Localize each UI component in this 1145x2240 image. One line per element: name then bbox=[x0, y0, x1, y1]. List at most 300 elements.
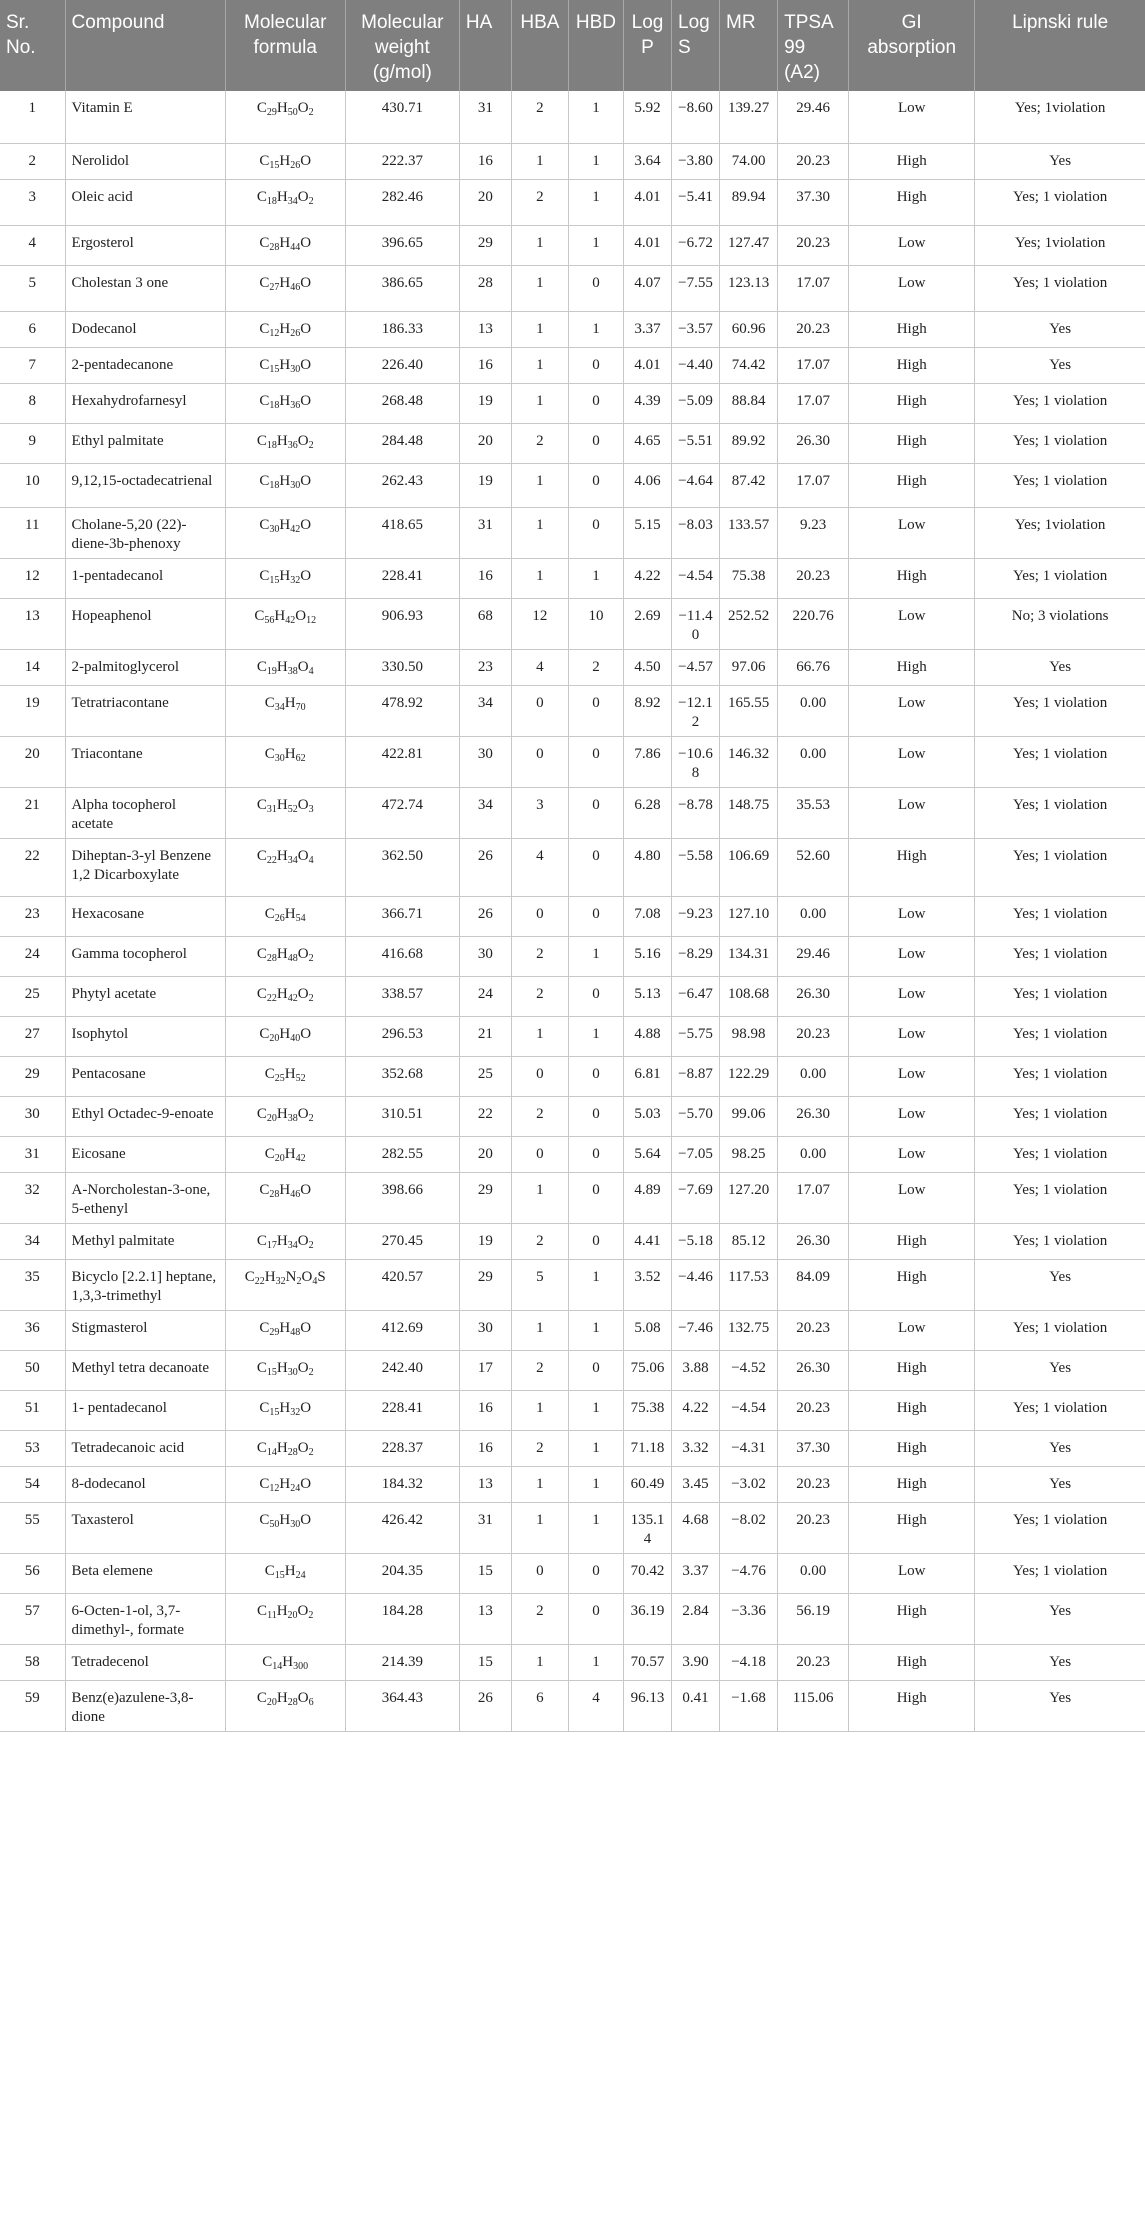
cell-logp: 75.38 bbox=[623, 1390, 671, 1430]
table-row bbox=[0, 1430, 1145, 1466]
cell-gi: High bbox=[849, 463, 975, 507]
cell-mw: 386.65 bbox=[345, 265, 459, 311]
cell-formula: $C_{15}H_{32}O$ bbox=[225, 558, 345, 598]
cell-lipinski: Yes bbox=[975, 1466, 1145, 1502]
cell-tpsa: 66.76 bbox=[778, 649, 849, 685]
cell-sr-no: 35 bbox=[0, 1259, 65, 1310]
cell-mw: 270.45 bbox=[345, 1223, 459, 1259]
cell-logs: −4.64 bbox=[672, 463, 720, 507]
cell-sr-no: 50 bbox=[0, 1350, 65, 1390]
cell-mw: 282.46 bbox=[345, 179, 459, 225]
cell-mr: 88.84 bbox=[720, 383, 778, 423]
cell-mr: −4.54 bbox=[720, 1390, 778, 1430]
cell-hbd: 4 bbox=[568, 1680, 623, 1731]
cell-gi: High bbox=[849, 1390, 975, 1430]
cell-mr: 134.31 bbox=[720, 936, 778, 976]
cell-logp: 4.01 bbox=[623, 225, 671, 265]
cell-logs: 3.32 bbox=[672, 1430, 720, 1466]
cell-compound: Benz(e)azulene-3,8-dione bbox=[65, 1680, 225, 1731]
cell-mw: 416.68 bbox=[345, 936, 459, 976]
cell-sr-no: 23 bbox=[0, 896, 65, 936]
cell-logs: −5.75 bbox=[672, 1016, 720, 1056]
cell-sr-no: 32 bbox=[0, 1172, 65, 1223]
cell-hba: 2 bbox=[511, 179, 568, 225]
cell-gi: High bbox=[849, 423, 975, 463]
cell-sr-no: 34 bbox=[0, 1223, 65, 1259]
cell-lipinski: Yes; 1 violation bbox=[975, 558, 1145, 598]
cell-gi: Low bbox=[849, 598, 975, 649]
cell-hbd: 0 bbox=[568, 787, 623, 838]
cell-mr: 106.69 bbox=[720, 838, 778, 896]
cell-ha: 16 bbox=[459, 1430, 511, 1466]
cell-lipinski: Yes bbox=[975, 1644, 1145, 1680]
cell-tpsa: 26.30 bbox=[778, 1350, 849, 1390]
cell-hba: 2 bbox=[511, 1430, 568, 1466]
cell-logp: 75.06 bbox=[623, 1350, 671, 1390]
cell-compound: Stigmasterol bbox=[65, 1310, 225, 1350]
cell-sr-no: 19 bbox=[0, 685, 65, 736]
cell-lipinski: Yes; 1 violation bbox=[975, 936, 1145, 976]
cell-mr: 139.27 bbox=[720, 91, 778, 143]
cell-hbd: 0 bbox=[568, 383, 623, 423]
cell-logp: 5.13 bbox=[623, 976, 671, 1016]
table-row bbox=[0, 225, 1145, 265]
cell-mr: 85.12 bbox=[720, 1223, 778, 1259]
cell-hba: 1 bbox=[511, 463, 568, 507]
cell-mw: 330.50 bbox=[345, 649, 459, 685]
cell-compound: Alpha tocopherol acetate bbox=[65, 787, 225, 838]
cell-hba: 1 bbox=[511, 225, 568, 265]
cell-lipinski: Yes; 1 violation bbox=[975, 179, 1145, 225]
cell-hbd: 0 bbox=[568, 736, 623, 787]
cell-compound: Nerolidol bbox=[65, 143, 225, 179]
cell-mw: 284.48 bbox=[345, 423, 459, 463]
cell-compound: Phytyl acetate bbox=[65, 976, 225, 1016]
cell-sr-no: 59 bbox=[0, 1680, 65, 1731]
cell-sr-no: 4 bbox=[0, 225, 65, 265]
cell-lipinski: Yes; 1violation bbox=[975, 91, 1145, 143]
cell-lipinski: Yes; 1 violation bbox=[975, 1223, 1145, 1259]
cell-logs: −4.57 bbox=[672, 649, 720, 685]
cell-hbd: 0 bbox=[568, 838, 623, 896]
cell-lipinski: Yes bbox=[975, 1350, 1145, 1390]
cell-tpsa: 0.00 bbox=[778, 736, 849, 787]
cell-ha: 26 bbox=[459, 896, 511, 936]
cell-tpsa: 17.07 bbox=[778, 265, 849, 311]
table-row bbox=[0, 976, 1145, 1016]
cell-compound: Ergosterol bbox=[65, 225, 225, 265]
cell-ha: 22 bbox=[459, 1096, 511, 1136]
cell-lipinski: Yes; 1 violation bbox=[975, 685, 1145, 736]
cell-hba: 0 bbox=[511, 736, 568, 787]
cell-hba: 1 bbox=[511, 1502, 568, 1553]
cell-sr-no: 11 bbox=[0, 507, 65, 558]
cell-hba: 2 bbox=[511, 976, 568, 1016]
cell-formula: $C_{18}H_{30}O$ bbox=[225, 463, 345, 507]
cell-logp: 70.42 bbox=[623, 1553, 671, 1593]
cell-ha: 19 bbox=[459, 1223, 511, 1259]
cell-sr-no: 20 bbox=[0, 736, 65, 787]
cell-hba: 0 bbox=[511, 685, 568, 736]
cell-compound: 2-palmitoglycerol bbox=[65, 649, 225, 685]
cell-logp: 60.49 bbox=[623, 1466, 671, 1502]
cell-mr: −3.02 bbox=[720, 1466, 778, 1502]
cell-logs: −3.57 bbox=[672, 311, 720, 347]
cell-mw: 242.40 bbox=[345, 1350, 459, 1390]
table-row bbox=[0, 787, 1145, 838]
table-row bbox=[0, 1502, 1145, 1553]
cell-compound: Methyl tetra decanoate bbox=[65, 1350, 225, 1390]
cell-mw: 364.43 bbox=[345, 1680, 459, 1731]
cell-ha: 30 bbox=[459, 1310, 511, 1350]
table-row bbox=[0, 179, 1145, 225]
cell-logs: −4.46 bbox=[672, 1259, 720, 1310]
cell-lipinski: Yes; 1 violation bbox=[975, 976, 1145, 1016]
cell-tpsa: 20.23 bbox=[778, 311, 849, 347]
cell-mw: 430.71 bbox=[345, 91, 459, 143]
cell-ha: 20 bbox=[459, 179, 511, 225]
cell-compound: Oleic acid bbox=[65, 179, 225, 225]
table-row bbox=[0, 1644, 1145, 1680]
cell-formula: $C_{22}H_{42}O_2$ bbox=[225, 976, 345, 1016]
table-row bbox=[0, 1466, 1145, 1502]
cell-tpsa: 35.53 bbox=[778, 787, 849, 838]
cell-sr-no: 57 bbox=[0, 1593, 65, 1644]
cell-tpsa: 52.60 bbox=[778, 838, 849, 896]
table-row bbox=[0, 463, 1145, 507]
cell-gi: Low bbox=[849, 976, 975, 1016]
cell-mr: 89.92 bbox=[720, 423, 778, 463]
cell-ha: 29 bbox=[459, 1172, 511, 1223]
cell-lipinski: Yes bbox=[975, 649, 1145, 685]
cell-tpsa: 20.23 bbox=[778, 225, 849, 265]
cell-formula: $C_{56}H_{42}O_{12}$ bbox=[225, 598, 345, 649]
table-row bbox=[0, 507, 1145, 558]
cell-sr-no: 24 bbox=[0, 936, 65, 976]
cell-hbd: 10 bbox=[568, 598, 623, 649]
cell-formula: $C_{20}H_{28}O_6$ bbox=[225, 1680, 345, 1731]
cell-compound: Eicosane bbox=[65, 1136, 225, 1172]
cell-mw: 186.33 bbox=[345, 311, 459, 347]
cell-sr-no: 25 bbox=[0, 976, 65, 1016]
table-row bbox=[0, 1223, 1145, 1259]
cell-tpsa: 20.23 bbox=[778, 1310, 849, 1350]
cell-sr-no: 29 bbox=[0, 1056, 65, 1096]
cell-mw: 362.50 bbox=[345, 838, 459, 896]
cell-lipinski: Yes; 1 violation bbox=[975, 838, 1145, 896]
table-row bbox=[0, 383, 1145, 423]
cell-formula: $C_{20}H_{42}$ bbox=[225, 1136, 345, 1172]
cell-logp: 4.50 bbox=[623, 649, 671, 685]
table-row bbox=[0, 1136, 1145, 1172]
cell-logp: 7.08 bbox=[623, 896, 671, 936]
cell-mr: 132.75 bbox=[720, 1310, 778, 1350]
cell-formula: $C_{22}H_{34}O_4$ bbox=[225, 838, 345, 896]
cell-lipinski: Yes; 1 violation bbox=[975, 1390, 1145, 1430]
cell-formula: $C_{15}H_{30}O$ bbox=[225, 347, 345, 383]
cell-sr-no: 53 bbox=[0, 1430, 65, 1466]
cell-mr: 89.94 bbox=[720, 179, 778, 225]
header-tpsa: TPSA 99 (A2) bbox=[778, 0, 849, 91]
cell-hbd: 1 bbox=[568, 1310, 623, 1350]
cell-mw: 228.41 bbox=[345, 558, 459, 598]
cell-hbd: 1 bbox=[568, 91, 623, 143]
cell-sr-no: 3 bbox=[0, 179, 65, 225]
cell-mr: 99.06 bbox=[720, 1096, 778, 1136]
cell-mw: 226.40 bbox=[345, 347, 459, 383]
cell-logp: 70.57 bbox=[623, 1644, 671, 1680]
cell-compound: 8-dodecanol bbox=[65, 1466, 225, 1502]
cell-compound: 9,12,15-octadecatrienal bbox=[65, 463, 225, 507]
cell-hbd: 0 bbox=[568, 1223, 623, 1259]
cell-formula: $C_{15}H_{32}O$ bbox=[225, 1390, 345, 1430]
cell-gi: High bbox=[849, 1680, 975, 1731]
cell-ha: 30 bbox=[459, 736, 511, 787]
cell-lipinski: Yes bbox=[975, 1593, 1145, 1644]
cell-logs: −7.46 bbox=[672, 1310, 720, 1350]
cell-gi: Low bbox=[849, 685, 975, 736]
cell-tpsa: 20.23 bbox=[778, 1502, 849, 1553]
cell-lipinski: Yes; 1 violation bbox=[975, 736, 1145, 787]
header-molecular-formula: Molecular formula bbox=[225, 0, 345, 91]
cell-logs: 3.45 bbox=[672, 1466, 720, 1502]
cell-gi: Low bbox=[849, 91, 975, 143]
cell-ha: 16 bbox=[459, 1390, 511, 1430]
cell-hba: 0 bbox=[511, 1553, 568, 1593]
cell-tpsa: 26.30 bbox=[778, 423, 849, 463]
cell-hba: 5 bbox=[511, 1259, 568, 1310]
cell-ha: 20 bbox=[459, 1136, 511, 1172]
cell-ha: 16 bbox=[459, 347, 511, 383]
cell-formula: $C_{22}H_{32}N_2O_4S$ bbox=[225, 1259, 345, 1310]
cell-hbd: 1 bbox=[568, 225, 623, 265]
cell-hbd: 0 bbox=[568, 976, 623, 1016]
cell-formula: $C_{27}H_{46}O$ bbox=[225, 265, 345, 311]
cell-gi: High bbox=[849, 1223, 975, 1259]
cell-hba: 3 bbox=[511, 787, 568, 838]
cell-mr: 74.42 bbox=[720, 347, 778, 383]
cell-mw: 398.66 bbox=[345, 1172, 459, 1223]
cell-logs: 3.90 bbox=[672, 1644, 720, 1680]
cell-gi: High bbox=[849, 347, 975, 383]
cell-hba: 1 bbox=[511, 1172, 568, 1223]
cell-hba: 2 bbox=[511, 1096, 568, 1136]
cell-tpsa: 37.30 bbox=[778, 1430, 849, 1466]
cell-sr-no: 14 bbox=[0, 649, 65, 685]
cell-gi: Low bbox=[849, 896, 975, 936]
cell-sr-no: 6 bbox=[0, 311, 65, 347]
table-row bbox=[0, 1259, 1145, 1310]
cell-hbd: 0 bbox=[568, 463, 623, 507]
cell-gi: Low bbox=[849, 1172, 975, 1223]
cell-ha: 68 bbox=[459, 598, 511, 649]
cell-logs: 4.68 bbox=[672, 1502, 720, 1553]
cell-sr-no: 58 bbox=[0, 1644, 65, 1680]
cell-logs: −6.72 bbox=[672, 225, 720, 265]
cell-compound: 1- pentadecanol bbox=[65, 1390, 225, 1430]
table-row bbox=[0, 649, 1145, 685]
cell-logp: 96.13 bbox=[623, 1680, 671, 1731]
cell-tpsa: 17.07 bbox=[778, 383, 849, 423]
cell-logp: 4.65 bbox=[623, 423, 671, 463]
table-row bbox=[0, 558, 1145, 598]
cell-logs: −9.23 bbox=[672, 896, 720, 936]
cell-formula: $C_{30}H_{62}$ bbox=[225, 736, 345, 787]
cell-tpsa: 0.00 bbox=[778, 1553, 849, 1593]
cell-mw: 262.43 bbox=[345, 463, 459, 507]
cell-mr: 133.57 bbox=[720, 507, 778, 558]
cell-gi: High bbox=[849, 1466, 975, 1502]
cell-ha: 19 bbox=[459, 383, 511, 423]
cell-gi: High bbox=[849, 558, 975, 598]
cell-mw: 296.53 bbox=[345, 1016, 459, 1056]
cell-logs: −3.80 bbox=[672, 143, 720, 179]
cell-sr-no: 54 bbox=[0, 1466, 65, 1502]
cell-compound: 1-pentadecanol bbox=[65, 558, 225, 598]
table-row bbox=[0, 685, 1145, 736]
cell-tpsa: 20.23 bbox=[778, 1390, 849, 1430]
cell-formula: $C_{29}H_{50}O_2$ bbox=[225, 91, 345, 143]
cell-mr: −3.36 bbox=[720, 1593, 778, 1644]
cell-mw: 366.71 bbox=[345, 896, 459, 936]
cell-sr-no: 2 bbox=[0, 143, 65, 179]
header-mr: MR bbox=[720, 0, 778, 91]
cell-ha: 26 bbox=[459, 1680, 511, 1731]
cell-compound: Tetratriacontane bbox=[65, 685, 225, 736]
cell-mr: 98.25 bbox=[720, 1136, 778, 1172]
cell-mr: 123.13 bbox=[720, 265, 778, 311]
table-row bbox=[0, 1172, 1145, 1223]
cell-compound: Dodecanol bbox=[65, 311, 225, 347]
cell-compound: A-Norcholestan-3-one, 5-ethenyl bbox=[65, 1172, 225, 1223]
cell-mw: 418.65 bbox=[345, 507, 459, 558]
cell-hbd: 1 bbox=[568, 1390, 623, 1430]
cell-formula: $C_{14}H_{28}O_2$ bbox=[225, 1430, 345, 1466]
cell-ha: 16 bbox=[459, 143, 511, 179]
cell-logs: −4.54 bbox=[672, 558, 720, 598]
cell-lipinski: Yes; 1violation bbox=[975, 225, 1145, 265]
cell-hbd: 0 bbox=[568, 1056, 623, 1096]
cell-hba: 1 bbox=[511, 311, 568, 347]
cell-mw: 352.68 bbox=[345, 1056, 459, 1096]
cell-ha: 34 bbox=[459, 787, 511, 838]
cell-hba: 2 bbox=[511, 936, 568, 976]
cell-logs: 4.22 bbox=[672, 1390, 720, 1430]
header-molecular-weight: Molecular weight (g/mol) bbox=[345, 0, 459, 91]
cell-logs: −10.68 bbox=[672, 736, 720, 787]
cell-hbd: 1 bbox=[568, 1016, 623, 1056]
cell-compound: Cholestan 3 one bbox=[65, 265, 225, 311]
cell-sr-no: 7 bbox=[0, 347, 65, 383]
cell-ha: 28 bbox=[459, 265, 511, 311]
cell-hbd: 1 bbox=[568, 179, 623, 225]
cell-tpsa: 56.19 bbox=[778, 1593, 849, 1644]
table-body bbox=[0, 91, 1145, 1731]
cell-hba: 1 bbox=[511, 1466, 568, 1502]
cell-compound: Methyl palmitate bbox=[65, 1223, 225, 1259]
table-row bbox=[0, 1310, 1145, 1350]
table-row bbox=[0, 736, 1145, 787]
cell-hba: 4 bbox=[511, 649, 568, 685]
cell-compound: Bicyclo [2.2.1] heptane, 1,3,3-trimethyl bbox=[65, 1259, 225, 1310]
cell-lipinski: Yes; 1 violation bbox=[975, 463, 1145, 507]
header-ha: HA bbox=[459, 0, 511, 91]
cell-lipinski: Yes; 1 violation bbox=[975, 1172, 1145, 1223]
cell-gi: High bbox=[849, 1259, 975, 1310]
cell-compound: Tetradecenol bbox=[65, 1644, 225, 1680]
cell-logp: 4.41 bbox=[623, 1223, 671, 1259]
cell-logs: −5.70 bbox=[672, 1096, 720, 1136]
cell-hbd: 0 bbox=[568, 1350, 623, 1390]
cell-hbd: 1 bbox=[568, 558, 623, 598]
cell-tpsa: 0.00 bbox=[778, 685, 849, 736]
cell-ha: 30 bbox=[459, 936, 511, 976]
cell-logp: 135.14 bbox=[623, 1502, 671, 1553]
cell-compound: 2-pentadecanone bbox=[65, 347, 225, 383]
cell-mw: 422.81 bbox=[345, 736, 459, 787]
cell-sr-no: 10 bbox=[0, 463, 65, 507]
cell-mr: 98.98 bbox=[720, 1016, 778, 1056]
cell-mr: 117.53 bbox=[720, 1259, 778, 1310]
cell-ha: 23 bbox=[459, 649, 511, 685]
cell-mr: 74.00 bbox=[720, 143, 778, 179]
cell-logs: −8.87 bbox=[672, 1056, 720, 1096]
table-row bbox=[0, 143, 1145, 179]
cell-gi: High bbox=[849, 838, 975, 896]
cell-logs: 2.84 bbox=[672, 1593, 720, 1644]
cell-mr: 146.32 bbox=[720, 736, 778, 787]
cell-hba: 2 bbox=[511, 1223, 568, 1259]
cell-gi: High bbox=[849, 143, 975, 179]
cell-hbd: 1 bbox=[568, 1259, 623, 1310]
table-row bbox=[0, 598, 1145, 649]
header-compound: Compound bbox=[65, 0, 225, 91]
cell-mw: 396.65 bbox=[345, 225, 459, 265]
cell-compound: Cholane-5,20 (22)-diene-3b-phenoxy bbox=[65, 507, 225, 558]
table-row bbox=[0, 1680, 1145, 1731]
cell-ha: 16 bbox=[459, 558, 511, 598]
cell-formula: $C_{28}H_{44}O$ bbox=[225, 225, 345, 265]
cell-logs: −5.18 bbox=[672, 1223, 720, 1259]
cell-lipinski: Yes; 1violation bbox=[975, 507, 1145, 558]
cell-lipinski: Yes bbox=[975, 347, 1145, 383]
cell-sr-no: 51 bbox=[0, 1390, 65, 1430]
cell-tpsa: 20.23 bbox=[778, 1466, 849, 1502]
cell-hba: 4 bbox=[511, 838, 568, 896]
cell-logs: −12.12 bbox=[672, 685, 720, 736]
cell-lipinski: Yes bbox=[975, 1259, 1145, 1310]
cell-mw: 472.74 bbox=[345, 787, 459, 838]
cell-tpsa: 9.23 bbox=[778, 507, 849, 558]
cell-logs: −8.03 bbox=[672, 507, 720, 558]
cell-mw: 412.69 bbox=[345, 1310, 459, 1350]
cell-mw: 184.28 bbox=[345, 1593, 459, 1644]
cell-lipinski: Yes; 1 violation bbox=[975, 1502, 1145, 1553]
cell-logp: 4.88 bbox=[623, 1016, 671, 1056]
cell-sr-no: 36 bbox=[0, 1310, 65, 1350]
cell-mw: 222.37 bbox=[345, 143, 459, 179]
table-row bbox=[0, 1016, 1145, 1056]
cell-lipinski: No; 3 violations bbox=[975, 598, 1145, 649]
cell-ha: 17 bbox=[459, 1350, 511, 1390]
cell-tpsa: 17.07 bbox=[778, 347, 849, 383]
cell-mr: −1.68 bbox=[720, 1680, 778, 1731]
cell-ha: 13 bbox=[459, 1466, 511, 1502]
cell-logp: 6.81 bbox=[623, 1056, 671, 1096]
cell-lipinski: Yes; 1 violation bbox=[975, 1016, 1145, 1056]
cell-mw: 214.39 bbox=[345, 1644, 459, 1680]
cell-logs: 3.88 bbox=[672, 1350, 720, 1390]
